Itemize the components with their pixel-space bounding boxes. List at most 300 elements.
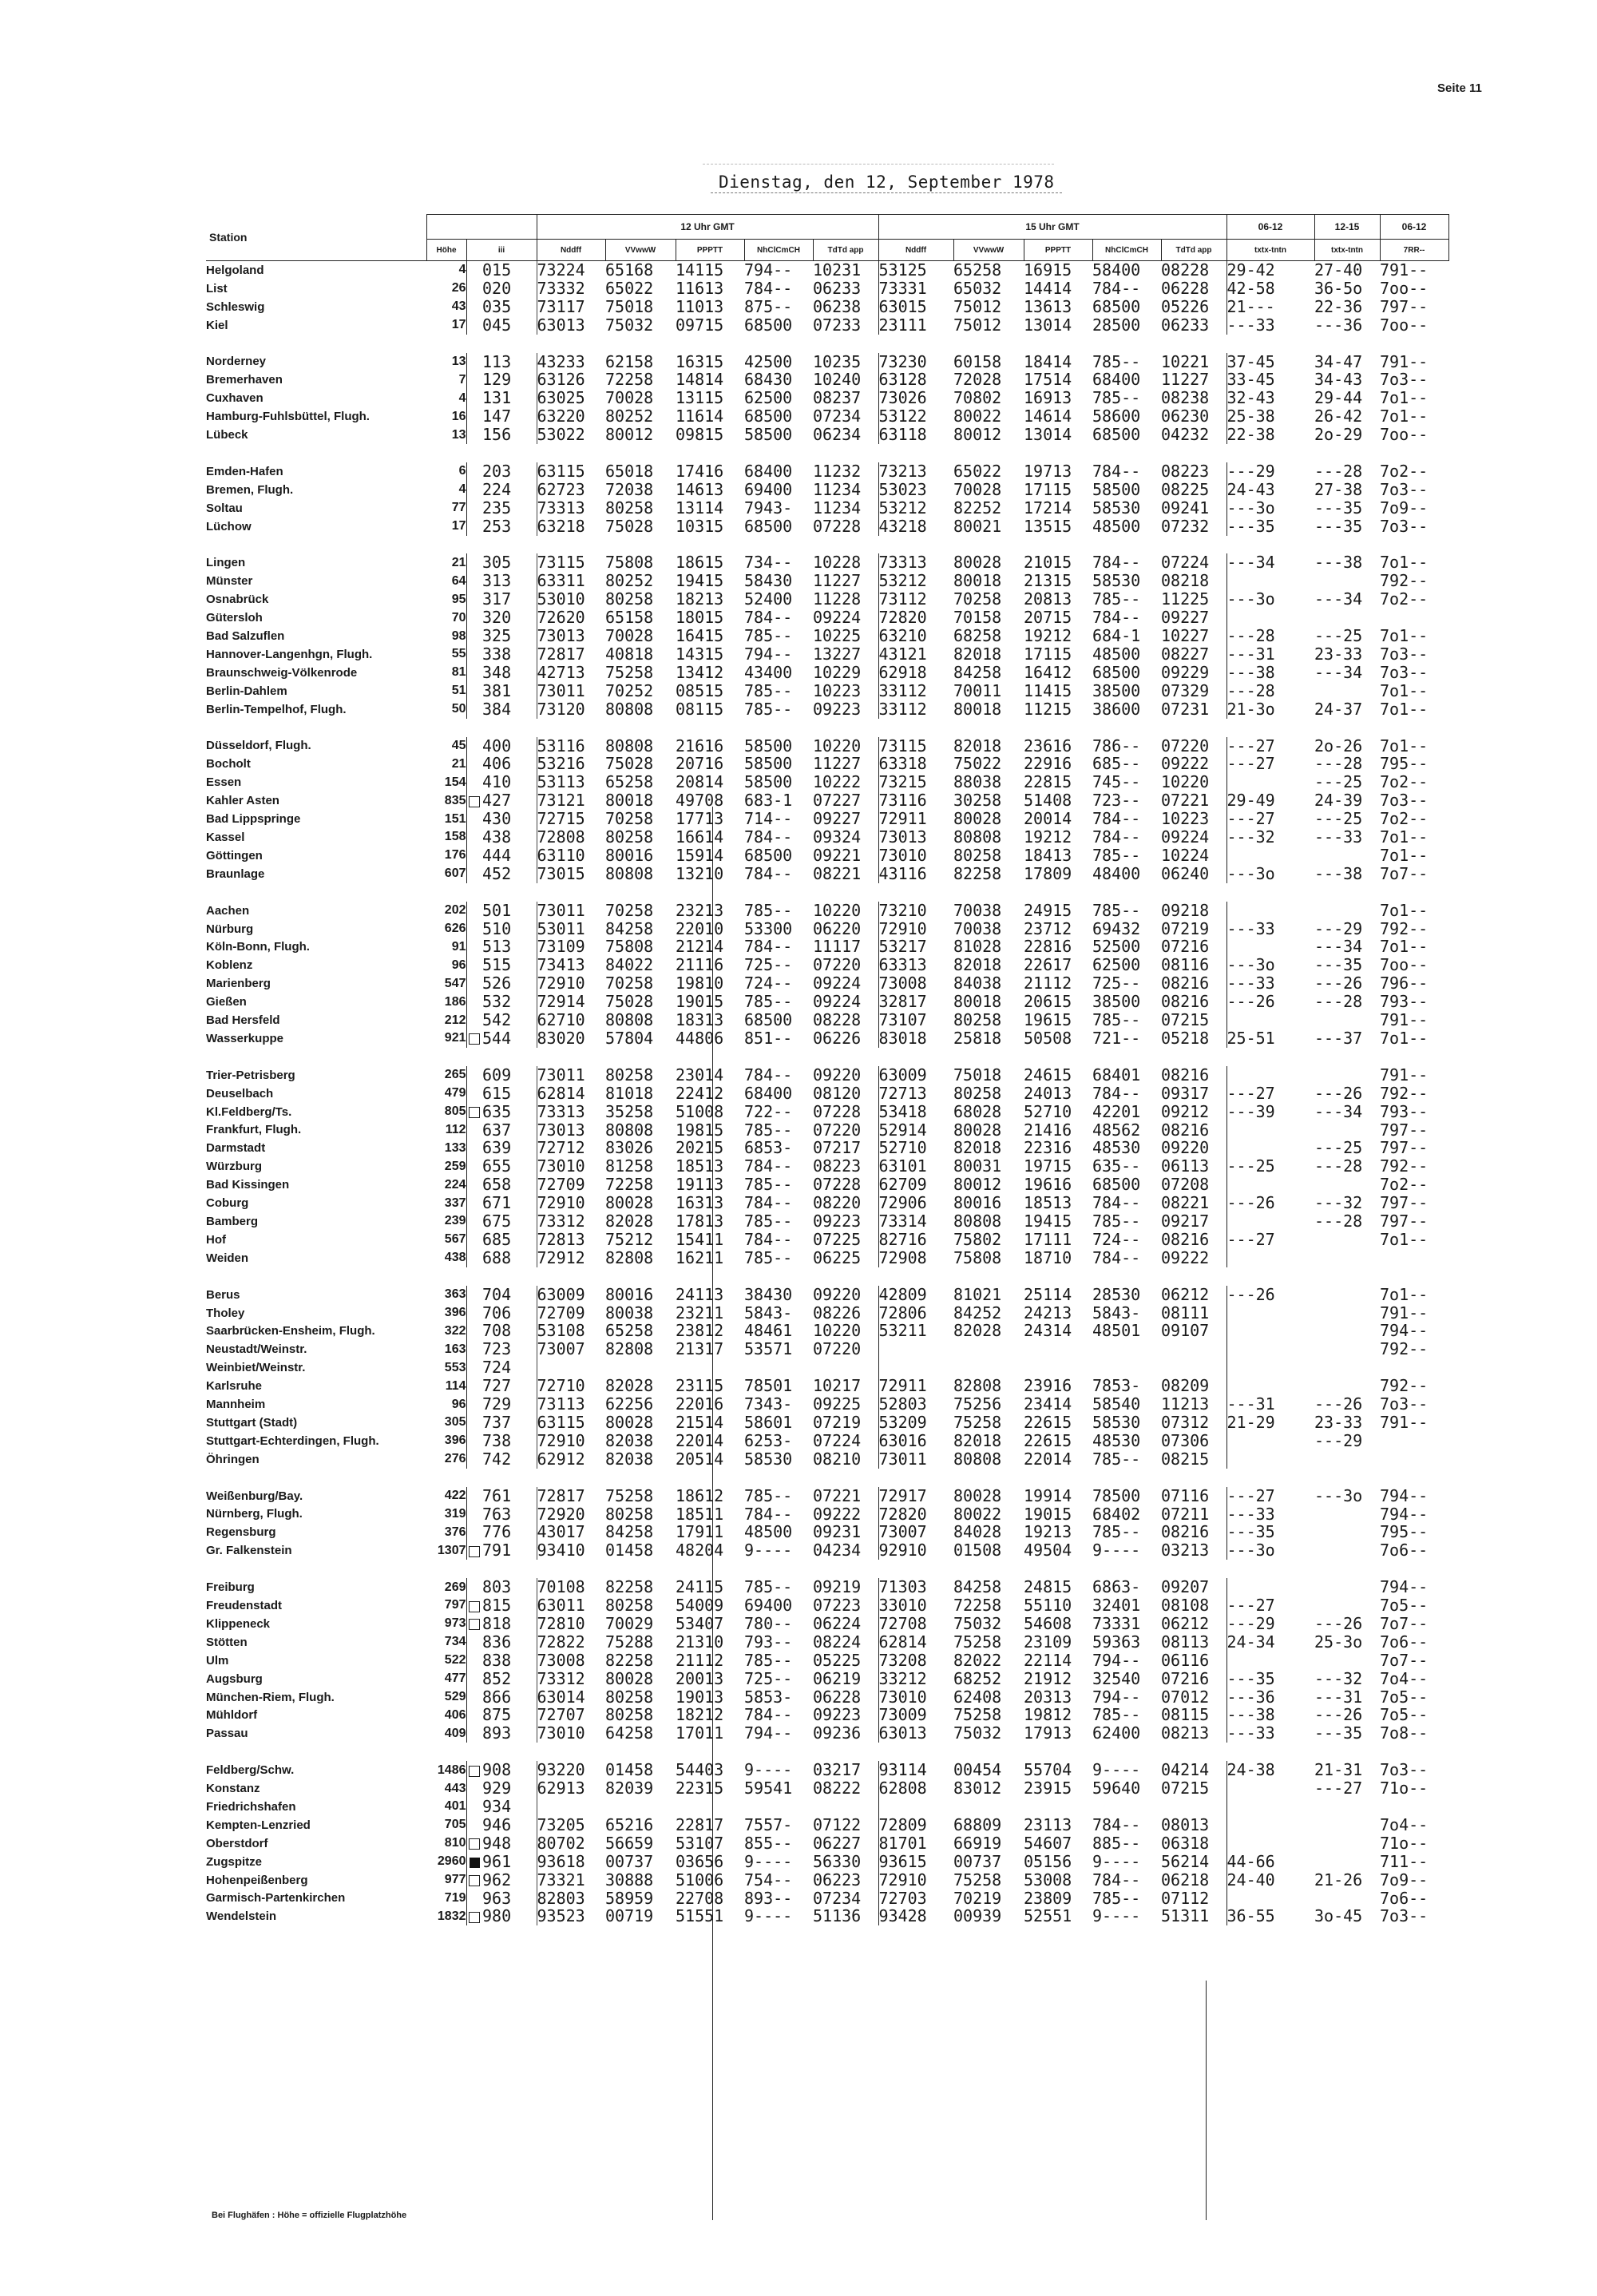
obs-b4: 32540	[1092, 1669, 1141, 1688]
obs-a3: 22016	[676, 1395, 724, 1414]
obs-b5: 08113	[1161, 1633, 1226, 1652]
obs-r3: 7o6--	[1380, 1889, 1429, 1908]
obs-a1: 63115	[537, 462, 585, 481]
obs-r2: ---34	[1314, 1102, 1363, 1121]
square-icon	[469, 796, 480, 807]
obs-b4: 784--	[1092, 462, 1141, 481]
obs-b2: 81021	[953, 1285, 1002, 1304]
station-id: 791	[482, 1541, 537, 1560]
obs-r1: 22-38	[1226, 426, 1275, 445]
obs-r3: 7o3--	[1380, 644, 1429, 664]
obs-r2: ---28	[1314, 462, 1363, 481]
obs-a4: 683-1	[744, 791, 793, 811]
obs-a1: 83020	[537, 1029, 585, 1048]
obs-a3	[676, 1798, 744, 1816]
obs-r1	[1226, 773, 1314, 791]
obs-a2: 70258	[605, 810, 654, 829]
obs-b1: 63013	[878, 1724, 927, 1743]
obs-b4: 59363	[1092, 1632, 1141, 1652]
obs-b3: 19914	[1024, 1486, 1072, 1505]
obs-a4: 7557-	[744, 1815, 793, 1834]
obs-a1: 73010	[537, 1724, 585, 1743]
obs-r1: ---32	[1226, 828, 1275, 847]
obs-b3: 52551	[1024, 1907, 1072, 1926]
obs-r3: 7o7--	[1380, 1614, 1429, 1633]
station-name: Kl.Feldberg/Ts.	[206, 1104, 292, 1119]
obs-b2: 75012	[953, 297, 1002, 316]
station-id: 948	[482, 1834, 537, 1853]
obs-a3: 53107	[676, 1834, 724, 1853]
obs-a5: 09231	[813, 1523, 878, 1541]
station-height: 64	[426, 572, 466, 590]
obs-r3: 7o1--	[1380, 846, 1429, 865]
obs-a2: 57804	[605, 1029, 654, 1048]
obs-b2	[953, 1798, 1024, 1816]
obs-a4: 784--	[744, 1706, 793, 1725]
obs-b5: 09218	[1161, 902, 1226, 920]
station-name: Gießen	[206, 995, 247, 1009]
station-height: 21	[426, 755, 466, 773]
obs-r3: 71o--	[1380, 1834, 1429, 1853]
table-row	[206, 1450, 1448, 1469]
obs-a3: 16614	[676, 828, 724, 847]
obs-b3: 14614	[1024, 407, 1072, 426]
obs-a2: 75212	[605, 1230, 654, 1249]
obs-b1: 23111	[878, 315, 927, 335]
obs-b1: 33112	[878, 700, 927, 719]
station-id: 325	[482, 627, 537, 645]
obs-b5: 09317	[1161, 1085, 1226, 1103]
obs-b3: 23809	[1024, 1889, 1072, 1908]
obs-r2: 23-33	[1314, 644, 1363, 664]
station-id: 381	[482, 682, 537, 700]
table-row	[206, 1011, 1448, 1029]
obs-b5: 06318	[1161, 1834, 1226, 1853]
station-name: Öhringen	[206, 1452, 260, 1466]
obs-a1: 72707	[537, 1706, 585, 1725]
obs-a3: 23211	[676, 1303, 724, 1322]
obs-a1: 93618	[537, 1852, 585, 1871]
obs-b1: 73008	[878, 974, 927, 993]
obs-b2: 83012	[953, 1779, 1002, 1798]
obs-r2	[1314, 572, 1380, 590]
obs-b5: 04214	[1161, 1761, 1226, 1779]
spacer-row	[206, 1560, 1448, 1578]
obs-b1: 63210	[878, 627, 927, 645]
obs-a1: 63009	[537, 1285, 585, 1304]
obs-a5: 07228	[813, 1176, 878, 1194]
table-row	[206, 1322, 1448, 1340]
obs-b1: 73115	[878, 736, 927, 755]
station-id: 513	[482, 938, 537, 956]
table-row	[206, 1779, 1448, 1798]
obs-b3: 53008	[1024, 1870, 1072, 1890]
obs-a5: 10229	[813, 664, 878, 682]
obs-r3: 794--	[1380, 1486, 1429, 1505]
obs-a5: 09221	[813, 847, 878, 865]
obs-b5: 07232	[1161, 517, 1226, 536]
obs-b5: 08216	[1161, 974, 1226, 993]
obs-a2: 82808	[605, 1248, 654, 1267]
obs-r2: 21-31	[1314, 1761, 1363, 1780]
obs-b3: 22316	[1024, 1139, 1072, 1158]
obs-b1: 73010	[878, 846, 927, 865]
table-row	[206, 1633, 1448, 1652]
obs-r2	[1314, 1066, 1380, 1085]
obs-a1: 72822	[537, 1632, 585, 1652]
obs-b1: 43116	[878, 864, 927, 883]
obs-b5: 03213	[1161, 1541, 1226, 1560]
obs-a2: 80252	[605, 407, 654, 426]
station-name: Cuxhaven	[206, 391, 264, 406]
station-id: 763	[482, 1505, 537, 1524]
obs-a3: 16315	[676, 352, 724, 371]
station-marker	[466, 1194, 482, 1212]
obs-a2: 84258	[605, 919, 654, 938]
obs-r1	[1226, 1176, 1314, 1194]
station-id: 658	[482, 1176, 537, 1194]
obs-a1: 73312	[537, 1212, 585, 1231]
obs-b5: 06218	[1161, 1871, 1226, 1890]
vvwww-header-12: VVwwW	[605, 240, 676, 261]
square-icon	[469, 1107, 480, 1118]
table-row	[206, 481, 1448, 499]
obs-a5: 09224	[813, 993, 878, 1011]
obs-b1: 53212	[878, 498, 927, 517]
obs-a5: 11234	[813, 481, 878, 499]
station-id: 729	[482, 1395, 537, 1414]
obs-a2: 80016	[605, 846, 654, 865]
obs-a1: 73109	[537, 938, 585, 957]
divider-line-15	[1206, 1981, 1207, 2220]
obs-a2	[605, 1798, 676, 1816]
table-row	[206, 590, 1448, 609]
obs-a5: 03217	[813, 1761, 878, 1779]
obs-b4: 48400	[1092, 864, 1141, 883]
station-name: Friedrichshafen	[206, 1799, 296, 1814]
obs-r1: 37-45	[1226, 352, 1275, 371]
obs-b4: 48530	[1092, 1139, 1141, 1158]
obs-b4: 73331	[1092, 1614, 1141, 1633]
obs-b1: 73314	[878, 1212, 927, 1231]
obs-a4: 9----	[744, 1541, 793, 1560]
obs-a3: 54009	[676, 1596, 724, 1615]
station-height: 98	[426, 627, 466, 645]
obs-a5: 08223	[813, 1157, 878, 1176]
obs-a4: 785--	[744, 681, 793, 700]
obs-r1: ---26	[1226, 993, 1275, 1012]
station-height: 1486	[426, 1761, 466, 1779]
station-height: 835	[426, 791, 466, 810]
station-height: 202	[426, 902, 466, 920]
station-name: Bad Hersfeld	[206, 1013, 280, 1028]
square-icon	[469, 1912, 480, 1923]
obs-r3: 7o2--	[1380, 810, 1429, 829]
table-row	[206, 1358, 1448, 1377]
spacer-cell	[206, 883, 1448, 902]
obs-r1	[1226, 1834, 1314, 1853]
station-height: 977	[426, 1871, 466, 1890]
obs-b5: 09222	[1161, 755, 1226, 773]
obs-a3: 09715	[676, 315, 724, 335]
obs-a3: 20013	[676, 1669, 724, 1688]
obs-r1	[1226, 1816, 1314, 1834]
obs-b5	[1161, 1340, 1226, 1358]
obs-a1: 62814	[537, 1084, 585, 1103]
obs-b3: 55110	[1024, 1596, 1072, 1615]
obs-a2	[605, 1358, 676, 1377]
obs-a1: 72715	[537, 810, 585, 829]
obs-a5: 09223	[813, 1212, 878, 1231]
obs-r2: 23-33	[1314, 1413, 1363, 1432]
square-icon	[469, 1546, 480, 1557]
obs-b5: 08238	[1161, 389, 1226, 407]
obs-b4: 784--	[1092, 553, 1141, 573]
table-row	[206, 353, 1448, 371]
obs-b2: 72258	[953, 1596, 1002, 1615]
table-row	[206, 974, 1448, 993]
square-icon	[469, 1619, 480, 1630]
station-id: 542	[482, 1011, 537, 1029]
obs-b4: 784--	[1092, 1870, 1141, 1890]
obs-a1: 72910	[537, 1194, 585, 1213]
hoehe-header: Höhe	[426, 240, 466, 261]
obs-b5	[1161, 1798, 1226, 1816]
obs-r2: ---26	[1314, 1395, 1363, 1414]
obs-r1	[1226, 1578, 1314, 1596]
obs-a5: 10225	[813, 627, 878, 645]
obs-r1: ---38	[1226, 663, 1275, 682]
obs-a1: 72709	[537, 1176, 585, 1195]
obs-r3: 7oo--	[1380, 426, 1429, 445]
station-id: 338	[482, 645, 537, 664]
obs-a1: 73115	[537, 553, 585, 573]
station-name: Deuselbach	[206, 1086, 274, 1100]
obs-a4: 722--	[744, 1102, 793, 1121]
obs-b2: 70028	[953, 480, 1002, 499]
station-marker	[466, 627, 482, 645]
obs-r1: ---3o	[1226, 1541, 1275, 1560]
obs-a1: 62913	[537, 1779, 585, 1798]
obs-r1: ---35	[1226, 1669, 1275, 1688]
obs-a4: 714--	[744, 810, 793, 829]
table-row	[206, 1615, 1448, 1633]
obs-a2: 81018	[605, 1084, 654, 1103]
obs-b5: 08216	[1161, 1066, 1226, 1085]
obs-b5: 08213	[1161, 1724, 1226, 1743]
obs-r1: ---27	[1226, 755, 1275, 774]
obs-b5: 06240	[1161, 865, 1226, 883]
station-marker	[466, 1761, 482, 1779]
obs-b4: 6863-	[1092, 1578, 1141, 1597]
station-height: 406	[426, 1706, 466, 1724]
obs-a3: 54403	[676, 1761, 724, 1780]
obs-r3	[1380, 1450, 1448, 1469]
obs-a5: 06228	[813, 1688, 878, 1707]
obs-b3	[1024, 1798, 1092, 1816]
obs-b2: 72028	[953, 371, 1002, 390]
obs-a4: 785--	[744, 1176, 793, 1195]
station-height: 734	[426, 1633, 466, 1652]
station-id: 015	[482, 261, 537, 280]
obs-a3: 20716	[676, 755, 724, 774]
station-marker	[466, 1121, 482, 1140]
station-height: 269	[426, 1578, 466, 1596]
obs-b4: 784--	[1092, 1815, 1141, 1834]
obs-a5: 09222	[813, 1505, 878, 1524]
obs-b1	[878, 1358, 953, 1377]
obs-r2: ---25	[1314, 810, 1363, 829]
obs-r2: 34-47	[1314, 352, 1363, 371]
station-marker	[466, 1085, 482, 1103]
obs-a1	[537, 1358, 605, 1377]
obs-a1: 73413	[537, 956, 585, 975]
obs-b2: 68028	[953, 1102, 1002, 1121]
obs-b1: 73213	[878, 462, 927, 481]
obs-a2: 80252	[605, 572, 654, 591]
station-height: 26	[426, 280, 466, 298]
obs-b4: 59640	[1092, 1779, 1141, 1798]
obs-r1	[1226, 572, 1314, 590]
obs-b5: 07231	[1161, 700, 1226, 719]
obs-a2: 80808	[605, 1120, 654, 1140]
obs-b3: 17111	[1024, 1230, 1072, 1249]
obs-b1: 73208	[878, 1651, 927, 1670]
station-id: 235	[482, 499, 537, 517]
obs-r3: 7o1--	[1380, 681, 1429, 700]
obs-b1: 33112	[878, 681, 927, 700]
obs-a5: 06234	[813, 426, 878, 444]
station-marker	[466, 1212, 482, 1231]
obs-b5: 07012	[1161, 1688, 1226, 1707]
obs-a4: 784--	[744, 1194, 793, 1213]
obs-b3: 19616	[1024, 1176, 1072, 1195]
obs-a3: 16211	[676, 1248, 724, 1267]
obs-r2	[1314, 1450, 1380, 1469]
obs-b5: 06230	[1161, 407, 1226, 426]
obs-a2: 65258	[605, 1322, 654, 1341]
station-height: 50	[426, 700, 466, 719]
obs-a5: 11227	[813, 755, 878, 773]
obs-a5: 09224	[813, 609, 878, 627]
obs-b3: 21015	[1024, 553, 1072, 573]
obs-r2: 25-3o	[1314, 1632, 1363, 1652]
obs-a5: 06223	[813, 1871, 878, 1890]
station-marker	[466, 1523, 482, 1541]
obs-b1: 72703	[878, 1889, 927, 1908]
obs-b1: 72911	[878, 810, 927, 829]
obs-a1: 43017	[537, 1523, 585, 1542]
obs-b4: 68500	[1092, 297, 1141, 316]
table-row	[206, 1139, 1448, 1157]
station-name: Soltau	[206, 501, 243, 515]
obs-r2: 24-37	[1314, 700, 1363, 719]
obs-b3: 16412	[1024, 663, 1072, 682]
table-row	[206, 847, 1448, 865]
vvwww-header-15: VVwwW	[953, 240, 1024, 261]
obs-r2: 21-26	[1314, 1870, 1363, 1890]
obs-a2: 75288	[605, 1632, 654, 1652]
obs-r1: 24-38	[1226, 1761, 1275, 1780]
obs-r1	[1226, 1450, 1314, 1469]
table-row	[206, 1834, 1448, 1853]
station-height: 55	[426, 645, 466, 664]
station-name: Berus	[206, 1287, 240, 1302]
obs-b5: 09229	[1161, 664, 1226, 682]
obs-b1: 72806	[878, 1303, 927, 1322]
obs-b1: 53212	[878, 572, 927, 591]
obs-a5: 10220	[813, 902, 878, 920]
station-marker	[466, 316, 482, 335]
obs-a1: 73010	[537, 1157, 585, 1176]
obs-b1: 33212	[878, 1669, 927, 1688]
obs-a2: 70258	[605, 974, 654, 993]
spacer-cell	[206, 536, 1448, 554]
table-row	[206, 1231, 1448, 1249]
obs-a3: 13210	[676, 864, 724, 883]
obs-r3: 7o1--	[1380, 1029, 1429, 1048]
obs-r3: 7o3--	[1380, 791, 1429, 811]
obs-a4: 48500	[744, 1523, 793, 1542]
obs-r1: ---33	[1226, 1505, 1275, 1524]
obs-a2: 82028	[605, 1377, 654, 1396]
station-name: Marienberg	[206, 977, 271, 991]
station-height: 91	[426, 938, 466, 956]
nddff-header-15: Nddff	[878, 240, 953, 261]
obs-b1: 72708	[878, 1614, 927, 1633]
obs-a4: 6253-	[744, 1431, 793, 1450]
obs-b4	[1092, 1798, 1161, 1816]
obs-a5: 05225	[813, 1652, 878, 1670]
obs-a3: 23812	[676, 1322, 724, 1341]
station-name: Wendelstein	[206, 1909, 277, 1924]
obs-b5: 10224	[1161, 847, 1226, 865]
obs-b4: 42201	[1092, 1102, 1141, 1121]
obs-b3: 22815	[1024, 773, 1072, 792]
table-row	[206, 1432, 1448, 1450]
obs-b1: 73013	[878, 828, 927, 847]
obs-r1: ---27	[1226, 1486, 1275, 1505]
obs-b3: 22916	[1024, 755, 1072, 774]
obs-r2	[1314, 1304, 1380, 1322]
obs-r2: ---26	[1314, 974, 1363, 993]
station-id: 980	[482, 1907, 537, 1925]
obs-r3	[1380, 1249, 1448, 1267]
obs-b3: 19213	[1024, 1523, 1072, 1542]
obs-r1: ---33	[1226, 919, 1275, 938]
obs-r3: 7o1--	[1380, 736, 1429, 755]
obs-b4	[1092, 1340, 1161, 1358]
obs-b5: 08215	[1161, 1450, 1226, 1469]
table-row	[206, 1578, 1448, 1596]
obs-a2: 65022	[605, 279, 654, 298]
obs-r3: 793--	[1380, 993, 1429, 1012]
obs-b2: 80031	[953, 1157, 1002, 1176]
spacer-row	[206, 1469, 1448, 1487]
obs-a1: 63110	[537, 846, 585, 865]
station-marker	[466, 1139, 482, 1157]
station-height: 265	[426, 1066, 466, 1085]
obs-a3: 14814	[676, 371, 724, 390]
obs-b5: 08228	[1161, 261, 1226, 280]
station-height: 479	[426, 1085, 466, 1103]
obs-b1: 52803	[878, 1395, 927, 1414]
obs-r1	[1226, 1249, 1314, 1267]
obs-b3: 20313	[1024, 1687, 1072, 1707]
obs-a3: 18313	[676, 1011, 724, 1029]
spacer-cell	[206, 1469, 1448, 1487]
obs-a5: 06238	[813, 298, 878, 316]
